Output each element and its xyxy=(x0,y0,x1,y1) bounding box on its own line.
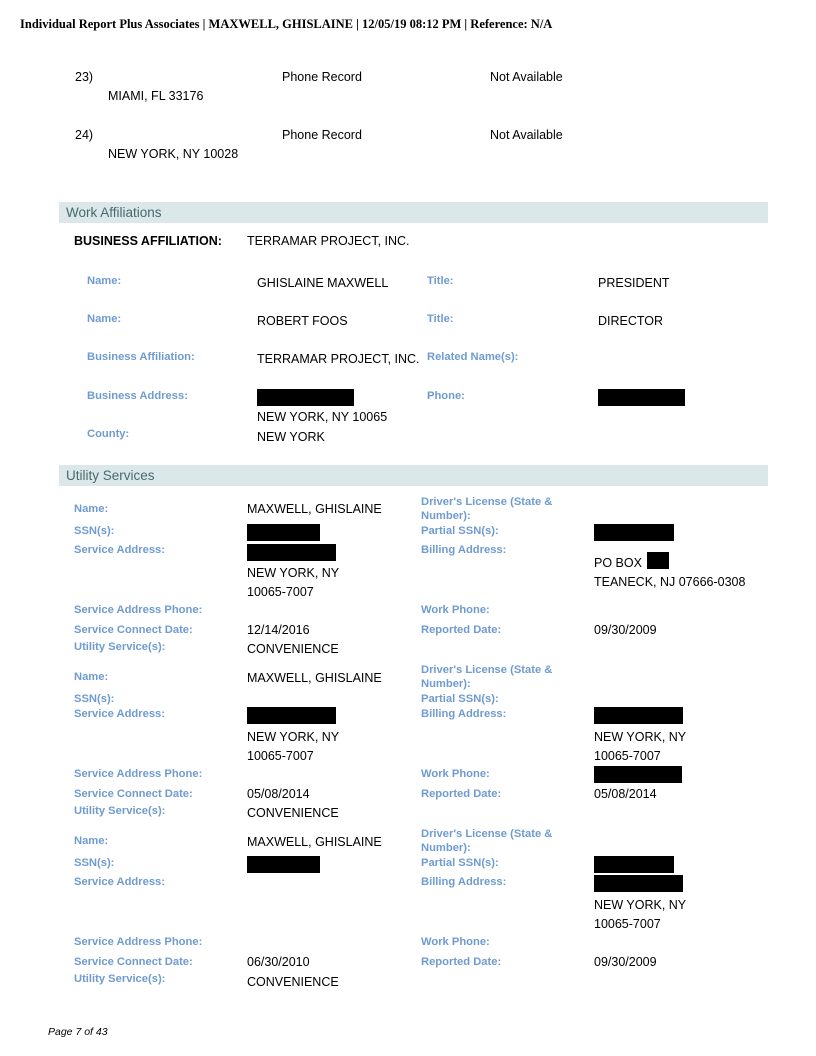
redaction-block xyxy=(247,524,320,541)
record-address: MIAMI, FL 33176 xyxy=(108,89,204,103)
name-label: Name: xyxy=(87,313,122,325)
reported-date-label: Reported Date: xyxy=(421,624,502,636)
utility-name: MAXWELL, GHISLAINE xyxy=(247,835,382,849)
record-type: Phone Record xyxy=(282,70,362,84)
title-label: Title: xyxy=(427,275,454,287)
ssn-label: SSN(s): xyxy=(74,693,115,705)
partial-ssn-label: Partial SSN(s): xyxy=(421,693,499,705)
business-affiliation-heading: BUSINESS AFFILIATION: xyxy=(74,234,222,248)
name-label: Name: xyxy=(74,503,109,515)
phone-label: Phone: xyxy=(427,390,465,402)
report-header: Individual Report Plus Associates | MAXWELL, GHISLAINE | 12/05/19 08:12 PM | Reference: N/A xyxy=(20,17,553,31)
redaction-block xyxy=(598,389,685,406)
record-status: Not Available xyxy=(490,70,563,84)
utility-name: MAXWELL, GHISLAINE xyxy=(247,671,382,685)
name-label: Name: xyxy=(74,835,109,847)
work-phone-label: Work Phone: xyxy=(421,604,490,616)
redaction-block xyxy=(247,544,336,561)
reported-date: 09/30/2009 xyxy=(594,623,657,637)
utility-service: CONVENIENCE xyxy=(247,806,339,820)
service-connect-date-label: Service Connect Date: xyxy=(74,624,193,636)
work-affiliations-section-bar xyxy=(59,202,768,223)
name-label: Name: xyxy=(87,275,122,287)
redaction-block xyxy=(594,856,674,873)
service-address-zip: 10065-7007 xyxy=(247,749,314,763)
record-number: 23) xyxy=(75,70,94,84)
person-name: ROBERT FOOS xyxy=(257,314,348,328)
service-connect-date-label: Service Connect Date: xyxy=(74,956,193,968)
drivers-license-label: Driver's License (State & Number): xyxy=(421,828,553,854)
record-number: 24) xyxy=(75,128,94,142)
reported-date-label: Reported Date: xyxy=(421,956,502,968)
service-address-city: NEW YORK, NY xyxy=(247,730,340,744)
work-phone-label: Work Phone: xyxy=(421,768,490,780)
utility-services-label: Utility Service(s): xyxy=(74,805,166,817)
record-status: Not Available xyxy=(490,128,563,142)
section-title: Utility Services xyxy=(66,468,155,483)
person-title: PRESIDENT xyxy=(598,276,670,290)
business-address-label: Business Address: xyxy=(87,390,188,402)
utility-service: CONVENIENCE xyxy=(247,642,339,656)
service-address-zip: 10065-7007 xyxy=(247,585,314,599)
redaction-block xyxy=(647,552,669,569)
person-name: GHISLAINE MAXWELL xyxy=(257,276,389,290)
redaction-block xyxy=(257,389,354,406)
business-affiliation-label: Business Affiliation: xyxy=(87,351,195,363)
redaction-block xyxy=(594,707,683,724)
redaction-block xyxy=(594,524,674,541)
billing-address-city: NEW YORK, NY xyxy=(594,730,687,744)
business-affiliation-value: TERRAMAR PROJECT, INC. xyxy=(247,234,410,248)
county-value: NEW YORK xyxy=(257,430,325,444)
utility-services-label: Utility Service(s): xyxy=(74,973,166,985)
drivers-license-label: Driver's License (State & Number): xyxy=(421,496,553,522)
person-title: DIRECTOR xyxy=(598,314,664,328)
redaction-block xyxy=(594,875,683,892)
billing-address-line1: PO BOX xyxy=(594,556,642,570)
partial-ssn-label: Partial SSN(s): xyxy=(421,525,499,537)
redaction-block xyxy=(247,856,320,873)
utility-service: CONVENIENCE xyxy=(247,975,339,989)
drivers-license-label: Driver's License (State & Number): xyxy=(421,664,553,690)
business-address-city: NEW YORK, NY 10065 xyxy=(257,410,388,424)
utility-name: MAXWELL, GHISLAINE xyxy=(247,502,382,516)
billing-address-zip: 10065-7007 xyxy=(594,749,661,763)
service-connect-date: 12/14/2016 xyxy=(247,623,310,637)
reported-date: 05/08/2014 xyxy=(594,787,657,801)
service-address-phone-label: Service Address Phone: xyxy=(74,768,203,780)
partial-ssn-label: Partial SSN(s): xyxy=(421,857,499,869)
service-connect-date: 05/08/2014 xyxy=(247,787,310,801)
service-connect-date-label: Service Connect Date: xyxy=(74,788,193,800)
billing-address-city: NEW YORK, NY xyxy=(594,898,687,912)
utility-services-section-bar xyxy=(59,465,768,486)
title-label: Title: xyxy=(427,313,454,325)
billing-address-line2: TEANECK, NJ 07666-0308 xyxy=(594,575,746,589)
service-connect-date: 06/30/2010 xyxy=(247,955,310,969)
redaction-block xyxy=(594,766,682,783)
redaction-block xyxy=(247,707,336,724)
billing-address-label: Billing Address: xyxy=(421,544,507,556)
record-address: NEW YORK, NY 10028 xyxy=(108,147,239,161)
billing-address-label: Billing Address: xyxy=(421,708,507,720)
service-address-label: Service Address: xyxy=(74,544,165,556)
ssn-label: SSN(s): xyxy=(74,525,115,537)
service-address-label: Service Address: xyxy=(74,708,165,720)
service-address-phone-label: Service Address Phone: xyxy=(74,936,203,948)
service-address-city: NEW YORK, NY xyxy=(247,566,340,580)
utility-services-label: Utility Service(s): xyxy=(74,641,166,653)
reported-date-label: Reported Date: xyxy=(421,788,502,800)
page-number: Page 7 of 43 xyxy=(48,1026,108,1038)
business-affiliation-detail: TERRAMAR PROJECT, INC. xyxy=(257,352,420,366)
name-label: Name: xyxy=(74,671,109,683)
ssn-label: SSN(s): xyxy=(74,857,115,869)
billing-address-zip: 10065-7007 xyxy=(594,917,661,931)
related-names-label: Related Name(s): xyxy=(427,351,519,363)
billing-address-label: Billing Address: xyxy=(421,876,507,888)
work-phone-label: Work Phone: xyxy=(421,936,490,948)
county-label: County: xyxy=(87,428,130,440)
service-address-label: Service Address: xyxy=(74,876,165,888)
reported-date: 09/30/2009 xyxy=(594,955,657,969)
service-address-phone-label: Service Address Phone: xyxy=(74,604,203,616)
section-title: Work Affiliations xyxy=(66,205,162,220)
record-type: Phone Record xyxy=(282,128,362,142)
